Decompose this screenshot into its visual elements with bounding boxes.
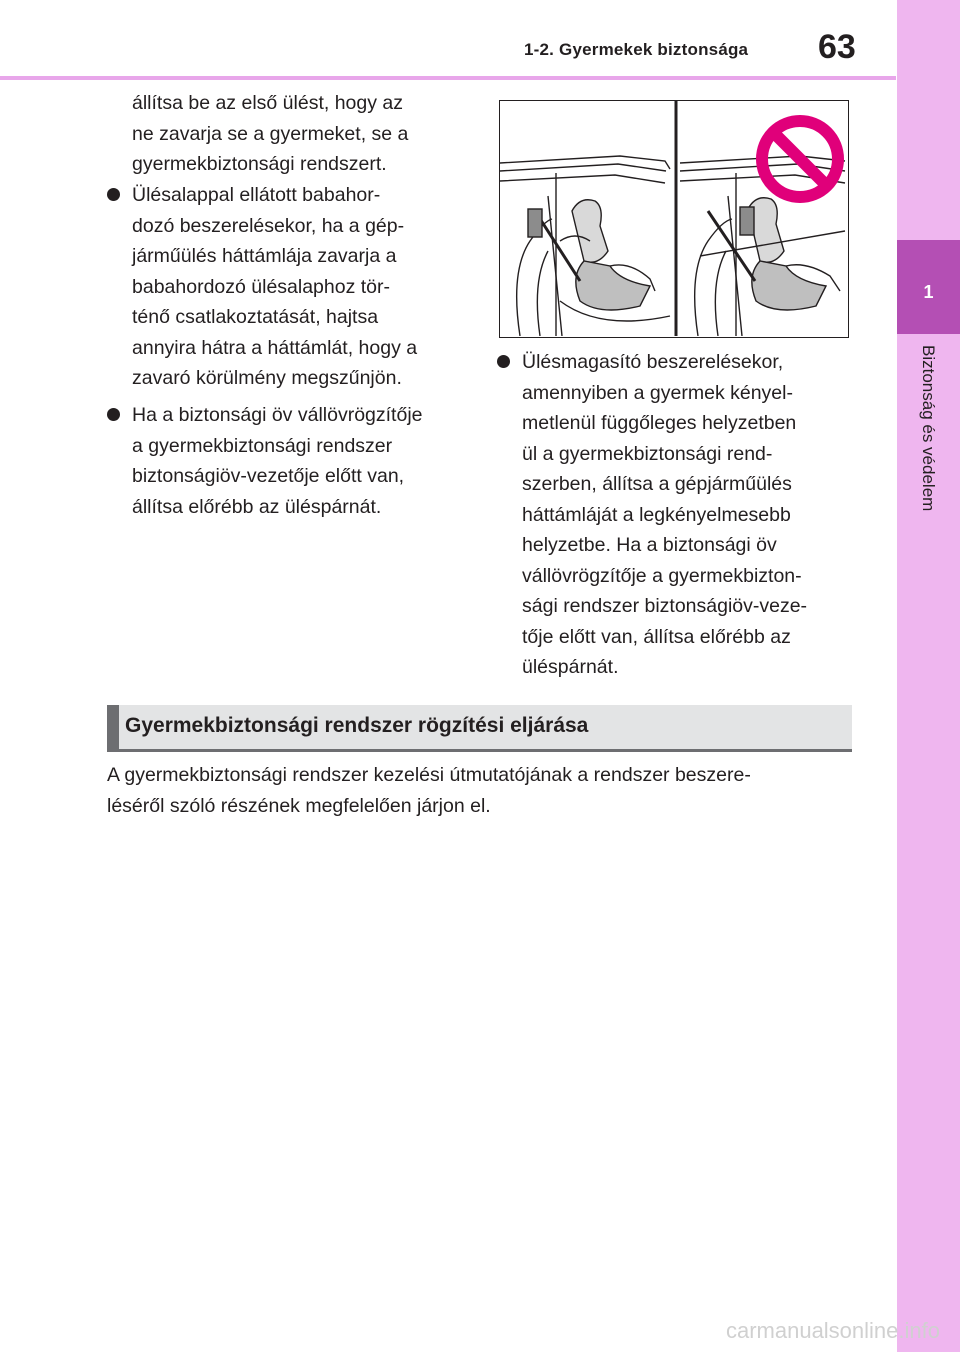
text-line: Ülésmagasító beszerelésekor, bbox=[522, 351, 784, 373]
text-line: ténő csatlakoztatását, hajtsa bbox=[132, 306, 379, 328]
bullet-icon bbox=[107, 408, 120, 421]
text-line: üléspárnát. bbox=[522, 656, 619, 678]
text-line: ne zavarja se a gyermeket, se a bbox=[132, 122, 409, 145]
text-line: állítsa be az első ülést, hogy az bbox=[132, 92, 403, 114]
bullet-icon bbox=[497, 355, 510, 368]
side-tab-strip bbox=[897, 0, 960, 1352]
text-line: vállövrögzítője a gyermekbizton- bbox=[522, 564, 802, 587]
bullet-item bbox=[522, 347, 807, 683]
intro-paragraph bbox=[132, 88, 408, 180]
text-line: háttámláját a legkényelmesebb bbox=[522, 503, 791, 526]
text-line: gyermekbiztonsági rendszert. bbox=[132, 153, 387, 175]
text-line: járműülés háttámlája zavarja a bbox=[132, 245, 397, 267]
text-line: sági rendszer biztonságiöv-veze- bbox=[522, 595, 808, 617]
text-line: állítsa előrébb az üléspárnát. bbox=[132, 495, 382, 518]
text-line: metlenül függőleges helyzetben bbox=[522, 412, 797, 434]
chapter-label: Biztonság és védelem bbox=[919, 345, 938, 512]
text-line: annyira hátra a háttámlát, hogy a bbox=[132, 336, 418, 359]
chapter-number: 1 bbox=[923, 282, 934, 302]
text-line: Ha a biztonsági öv vállövrögzítője bbox=[132, 404, 423, 426]
text-line: biztonságiöv-vezetője előtt van, bbox=[132, 465, 405, 487]
text-line: a gyermekbiztonsági rendszer bbox=[132, 434, 393, 457]
text-line: A gyermekbiztonsági rendszer kezelési útmutatójának a rendszer beszere- bbox=[107, 764, 751, 786]
page-number: 63 bbox=[818, 28, 856, 66]
section-heading bbox=[107, 705, 852, 752]
text-line: léséről szóló részének megfelelően járjon el. bbox=[107, 794, 491, 817]
text-line: dozó beszerelésekor, ha a gép- bbox=[132, 214, 405, 237]
seat-adjustment-illustration bbox=[499, 100, 849, 338]
text-line: amennyiben a gyermek kényel- bbox=[522, 381, 793, 404]
section-heading-text: Gyermekbiztonsági rendszer rögzítési eljárása bbox=[125, 714, 589, 737]
text-line: tője előtt van, állítsa előrébb az bbox=[522, 625, 791, 648]
text-line: zavaró körülmény megszűnjön. bbox=[132, 367, 402, 389]
car-seat-drawing bbox=[500, 101, 847, 336]
watermark: carmanualsonline.info bbox=[725, 1318, 940, 1343]
text-line: ül a gyermekbiztonsági rend- bbox=[522, 442, 773, 465]
heading-accent-bar bbox=[107, 705, 119, 752]
bullet-item bbox=[132, 400, 423, 522]
text-line: babahordozó ülésalaphoz tör- bbox=[132, 275, 391, 298]
text-line: szerben, állítsa a gépjárműülés bbox=[522, 473, 792, 495]
header-divider bbox=[0, 76, 896, 80]
text-line: Ülésalappal ellátott babahor- bbox=[132, 184, 381, 206]
text-line: helyzetbe. Ha a biztonsági öv bbox=[522, 534, 777, 556]
bullet-icon bbox=[107, 188, 120, 201]
section-body bbox=[107, 760, 751, 821]
bullet-item bbox=[132, 180, 417, 394]
section-title: 1-2. Gyermekek biztonsága bbox=[524, 40, 749, 59]
